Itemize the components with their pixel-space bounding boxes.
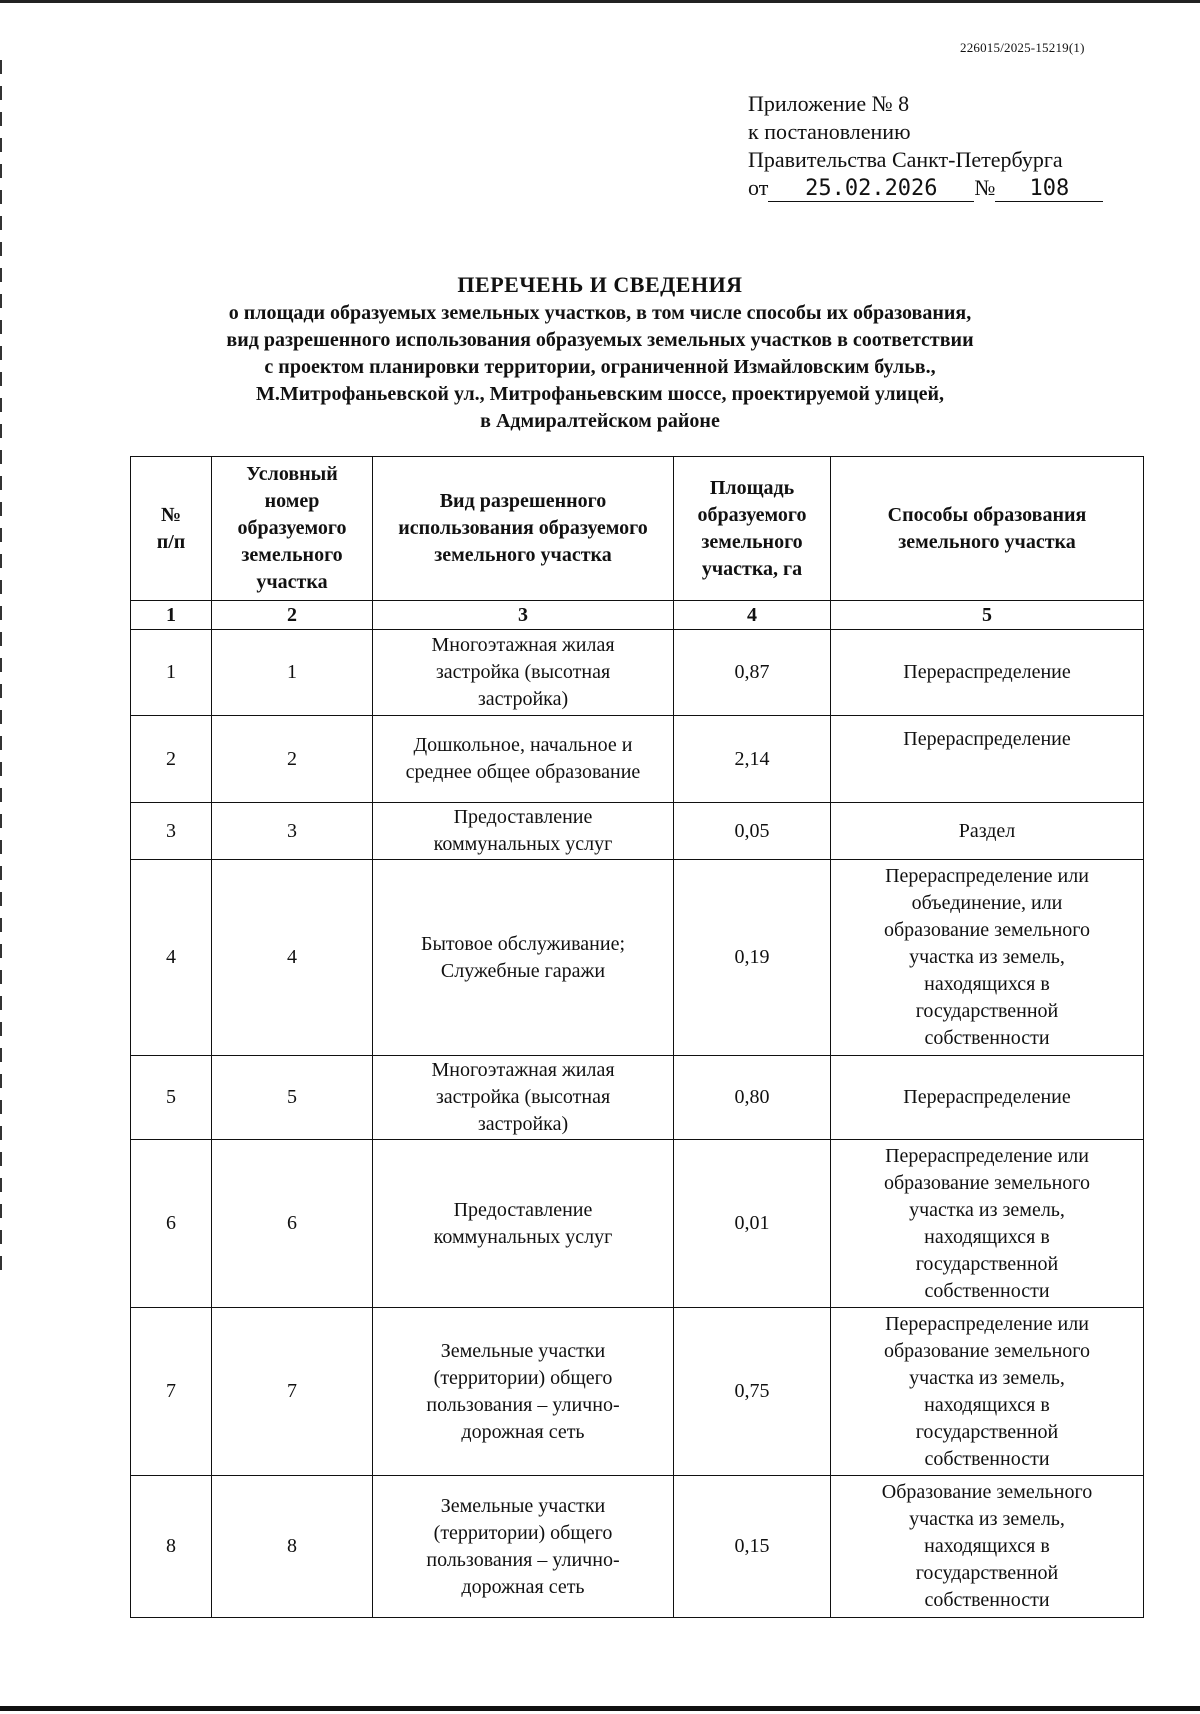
plot-area: 0,15 [674, 1476, 831, 1618]
formation-method: Перераспределение или образование земельного участка из земель, находящихся в государственной собственности [831, 1308, 1144, 1476]
plot-number: 3 [212, 803, 373, 860]
document-title: ПЕРЕЧЕНЬ И СВЕДЕНИЯ [457, 272, 743, 297]
formation-method: Перераспределение [831, 716, 1144, 803]
permitted-use: Земельные участки (территории) общего пользования – улично-дорожная сеть [373, 1476, 674, 1618]
appendix-line-3: Правительства Санкт-Петербурга [748, 147, 1063, 172]
row-number: 7 [131, 1308, 212, 1476]
plot-number: 2 [212, 716, 373, 803]
column-number: 4 [674, 601, 831, 630]
document-id: 226015/2025-15219(1) [960, 40, 1085, 55]
plot-area: 2,14 [674, 716, 831, 803]
appendix-line-2: к постановлению [748, 119, 911, 144]
appendix-date-line [748, 174, 1103, 202]
column-number: 3 [373, 601, 674, 630]
formation-method: Раздел [831, 803, 1144, 860]
permitted-use: Дошкольное, начальное и среднее общее образование [373, 716, 674, 803]
permitted-use: Предоставление коммунальных услуг [373, 803, 674, 860]
subtitle-line-3: с проектом планировки территории, ограниченной Измайловским бульв., [264, 356, 936, 378]
row-number: 3 [131, 803, 212, 860]
table-row [131, 1476, 1144, 1618]
formation-method: Перераспределение [831, 1056, 1144, 1140]
plot-number: 8 [212, 1476, 373, 1618]
resolution-number: 108 [995, 177, 1103, 202]
row-number: 4 [131, 860, 212, 1056]
formation-method: Перераспределение или объединение, или образование земельного участка из земель, находящихся в государственной собственности [831, 860, 1144, 1056]
row-number: 8 [131, 1476, 212, 1618]
land-plots-table [130, 456, 1144, 1618]
plot-number: 1 [212, 630, 373, 716]
appendix-block [748, 90, 1103, 202]
column-number: 5 [831, 601, 1144, 630]
table-row [131, 1140, 1144, 1308]
scan-edge-top [0, 0, 1200, 3]
row-number: 1 [131, 630, 212, 716]
plot-number: 4 [212, 860, 373, 1056]
subtitle-line-4: М.Митрофаньевской ул., Митрофаньевским шоссе, проектируемой улицей, [255, 383, 945, 405]
table-row [131, 716, 1144, 803]
plot-area: 0,75 [674, 1308, 831, 1476]
plot-area: 0,01 [674, 1140, 831, 1308]
resolution-date: 25.02.2026 [768, 177, 974, 202]
subtitle-line-1: о площади образуемых земельных участков, в том числе способы их образования, [228, 302, 972, 324]
plot-number: 5 [212, 1056, 373, 1140]
header-plot-number: Условный номер образуемого земельного участка [212, 457, 373, 601]
table-row [131, 630, 1144, 716]
header-formation-method: Способы образования земельного участка [831, 457, 1144, 601]
formation-method: Образование земельного участка из земель, находящихся в государственной собственности [831, 1476, 1144, 1618]
column-number: 1 [131, 601, 212, 630]
plot-number: 7 [212, 1308, 373, 1476]
plot-area: 0,87 [674, 630, 831, 716]
plot-area: 0,05 [674, 803, 831, 860]
header-number: № п/п [131, 457, 212, 601]
permitted-use: Бытовое обслуживание; Служебные гаражи [373, 860, 674, 1056]
column-numbers-row [131, 601, 1144, 630]
row-number: 5 [131, 1056, 212, 1140]
from-label: от [748, 175, 769, 200]
permitted-use: Многоэтажная жилая застройка (высотная застройка) [373, 1056, 674, 1140]
formation-method: Перераспределение или образование земельного участка из земель, находящихся в государственной собственности [831, 1140, 1144, 1308]
formation-method: Перераспределение [831, 630, 1144, 716]
table-header-row [131, 457, 1144, 601]
row-number: 6 [131, 1140, 212, 1308]
scan-edge-left [0, 60, 2, 1280]
plot-area: 0,80 [674, 1056, 831, 1140]
column-number: 2 [212, 601, 373, 630]
table-row [131, 1056, 1144, 1140]
permitted-use: Многоэтажная жилая застройка (высотная застройка) [373, 630, 674, 716]
document-heading [100, 270, 1100, 435]
table-row [131, 860, 1144, 1056]
table-row [131, 1308, 1144, 1476]
header-permitted-use: Вид разрешенного использования образуемого земельного участка [373, 457, 674, 601]
row-number: 2 [131, 716, 212, 803]
header-area: Площадь образуемого земельного участка, га [674, 457, 831, 601]
plot-number: 6 [212, 1140, 373, 1308]
number-label: № [974, 175, 996, 200]
permitted-use: Предоставление коммунальных услуг [373, 1140, 674, 1308]
table-row [131, 803, 1144, 860]
appendix-line-1: Приложение № 8 [748, 91, 910, 116]
permitted-use: Земельные участки (территории) общего пользования – улично-дорожная сеть [373, 1308, 674, 1476]
plot-area: 0,19 [674, 860, 831, 1056]
subtitle-line-5: в Адмиралтейском районе [480, 410, 720, 432]
subtitle-line-2: вид разрешенного использования образуемых земельных участков в соответствии [226, 329, 974, 351]
scan-edge-bottom [0, 1706, 1200, 1711]
